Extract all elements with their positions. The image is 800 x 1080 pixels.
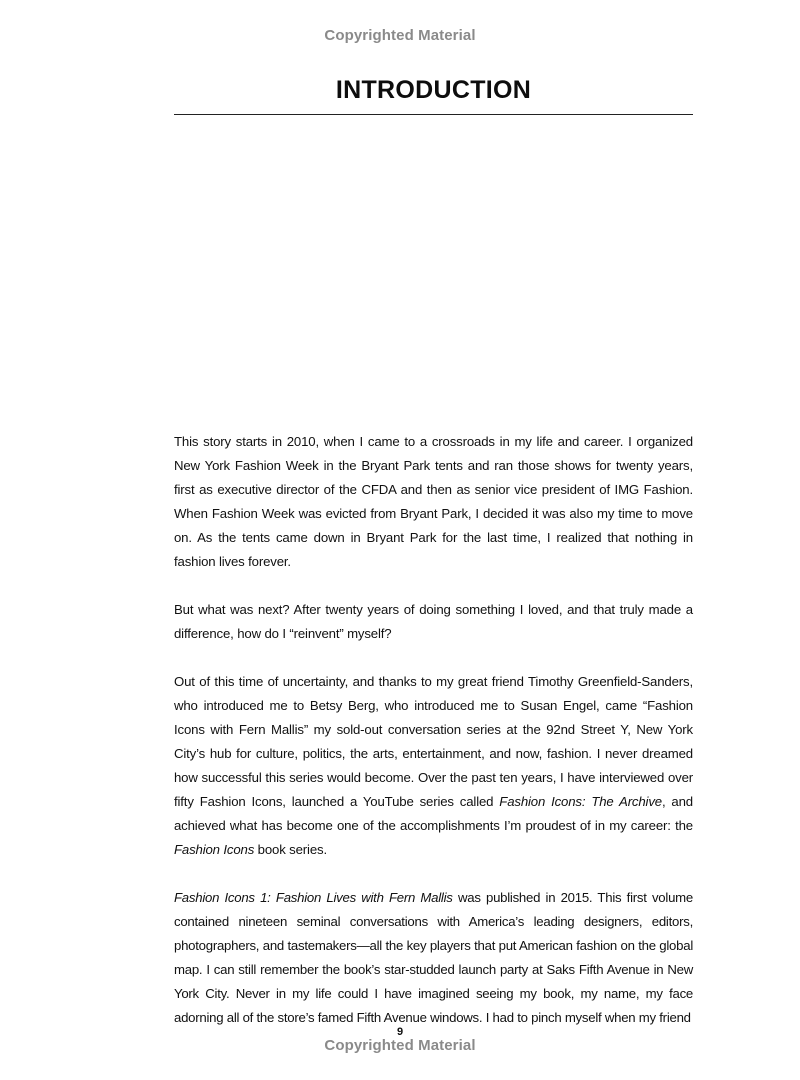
text-run: But what was next? After twenty years of doing something I loved, and that truly made a difference, how do I “reinvent” myself? xyxy=(174,602,693,641)
copyright-watermark-top: Copyrighted Material xyxy=(324,27,476,44)
paragraph xyxy=(174,670,693,862)
paragraph xyxy=(174,430,693,574)
body-text xyxy=(174,430,693,1030)
chapter-title: INTRODUCTION xyxy=(335,76,532,104)
italic-text-run: Fashion Icons 1: Fashion Lives with Fern Mallis xyxy=(174,890,453,905)
page-number: 9 xyxy=(396,1026,404,1038)
paragraph xyxy=(174,886,693,1030)
italic-text-run: Fashion Icons: The Archive xyxy=(499,794,662,809)
copyright-watermark-bottom: Copyrighted Material xyxy=(324,1037,476,1054)
text-run: was published in 2015. This first volume contained nineteen seminal conversations with America’s leading designers, editors, photographers, and tastemakers—all the key players that put American fashion on the global map. I can still remember the book’s star-studded launch party at Saks Fifth Avenue in New York City. Never in my life could I have imagined seeing my book, my name, my face adorning all of the store’s famed Fifth Avenue windows. I had to pinch myself when my friend xyxy=(174,890,693,1025)
italic-text-run: Fashion Icons xyxy=(174,842,255,857)
text-run: , and achieved what has become one of the accomplishments I’m proudest of in my career: the xyxy=(174,794,693,833)
text-run: Out of this time of uncertainty, and thanks to my great friend Timothy Greenfield-Sanders, who introduced me to Betsy Berg, who introduced me to Susan Engel, came “Fashion Icons with Fern Mallis” my sold-out conversation series at the 92nd Street Y, New York City’s hub for culture, politics, the arts, entertainment, and now, fashion. I never dreamed how successful this series would become. Over the past ten years, I have interviewed over fifty Fashion Icons, launched a YouTube series called xyxy=(174,674,693,809)
text-run: This story starts in 2010, when I came to a crossroads in my life and career. I organized New York Fashion Week in the Bryant Park tents and ran those shows for twenty years, first as executive director of the CFDA and then as senior vice president of IMG Fashion. When Fashion Week was evicted from Bryant Park, I decided it was also my time to move on. As the tents came down in Bryant Park for the last time, I realized that nothing in fashion lives forever. xyxy=(174,434,693,569)
title-rule xyxy=(174,114,693,115)
paragraph xyxy=(174,598,693,646)
text-run: book series. xyxy=(254,842,327,857)
